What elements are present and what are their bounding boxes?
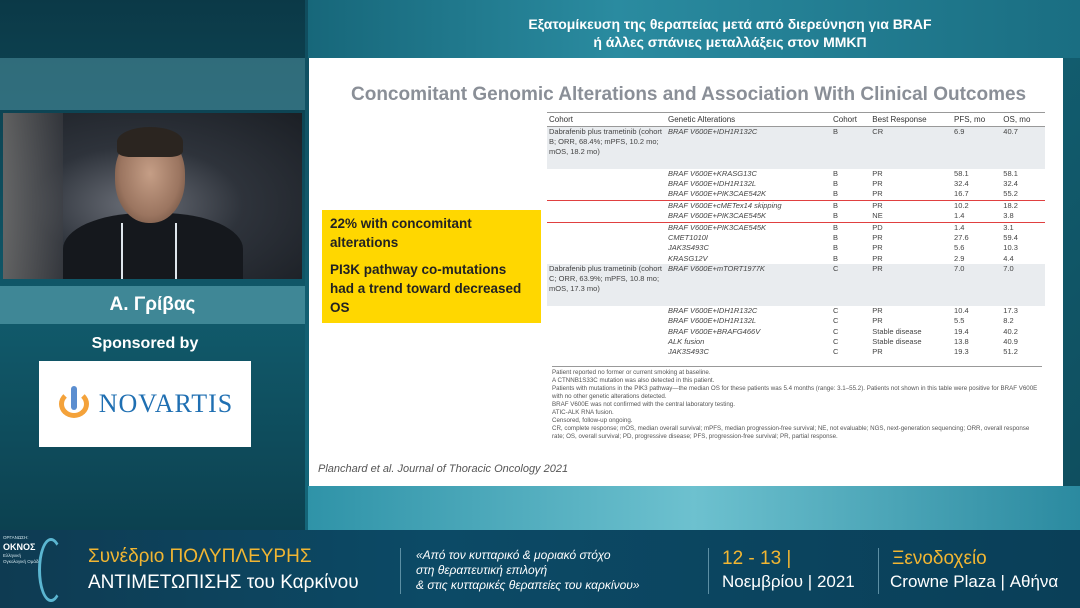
- cell-resp: PR: [872, 168, 883, 178]
- table-row: [547, 243, 1045, 253]
- th-cohort2: Cohort: [831, 113, 870, 127]
- table-row: [547, 306, 1045, 316]
- cell-cohort: B: [831, 127, 870, 138]
- cell-alt: BRAF V600E+IDH1R132L: [668, 178, 757, 188]
- cell-alt: BRAF V600E+mTORT1977K: [666, 264, 831, 274]
- slide-title: Concomitant Genomic Alterations and Association With Clinical Outcomes: [351, 84, 1027, 105]
- cell-alt: BRAF V600E+IDH1R132L: [668, 316, 757, 326]
- empty-cell: [1001, 148, 1045, 158]
- cell-os: 3.8: [1003, 211, 1014, 221]
- cell-pfs: 10.4: [954, 305, 969, 315]
- empty-cell: [952, 295, 1001, 305]
- table-row: [547, 169, 1045, 179]
- empty-cell: [1001, 158, 1045, 168]
- cell-os: 40.9: [1003, 337, 1018, 347]
- table-row: [547, 189, 1045, 200]
- video-lamp: [3, 113, 63, 279]
- cell-os: 40.2: [1003, 326, 1018, 336]
- cell-pfs: 1.4: [952, 222, 1001, 233]
- cell-os: 18.2: [1003, 200, 1018, 210]
- motto-line1: «Από τον κυτταρικό & μοριακό στόχο: [416, 548, 611, 562]
- cell-resp: PR: [872, 253, 883, 263]
- table-row: [547, 337, 1045, 347]
- cell-cohort: B: [833, 200, 839, 210]
- footnote: BRAF V600E was not confirmed with the central laboratory testing.: [552, 401, 735, 408]
- th-cohort: Cohort: [547, 113, 666, 127]
- cell-resp: CR: [870, 127, 952, 138]
- cohort-label-cell: [547, 327, 666, 337]
- cell-cohort: C: [833, 347, 839, 357]
- table-footnotes: [552, 366, 1042, 441]
- decorative-band: [0, 58, 305, 110]
- cohort-label-cell: [547, 222, 666, 233]
- cell-pfs: 2.9: [954, 253, 965, 263]
- slide-footer-bar: [308, 486, 1080, 530]
- cell-resp: PR: [872, 347, 883, 357]
- organizer-sub: Ελληνική Ογκολογική Ομάδα: [3, 553, 42, 564]
- table-row: [547, 264, 1045, 274]
- empty-cell: [1001, 275, 1045, 285]
- cell-resp: Stable disease: [872, 326, 922, 336]
- cohort-label-cell: Dabrafenib plus trametinib (cohort B; ORR, 68.4%; mPFS, 10.2 mo; mOS, 18.2 mo): [547, 127, 666, 169]
- empty-cell: [952, 275, 1001, 285]
- cell-os: 40.7: [1001, 127, 1045, 138]
- empty-cell: [1001, 137, 1045, 147]
- empty-cell: [831, 275, 870, 285]
- empty-cell: [666, 137, 831, 147]
- cell-resp: PR: [872, 233, 883, 243]
- cell-alt: JAK3S493C: [668, 243, 709, 253]
- table-row: [547, 347, 1045, 357]
- cohort-label-cell: [547, 211, 666, 222]
- venue-name: Crowne Plaza | Αθήνα: [890, 572, 1059, 591]
- sponsor-logo: [39, 361, 251, 447]
- empty-cell: [831, 158, 870, 168]
- cell-resp: PD: [870, 222, 952, 233]
- video-hair: [117, 127, 183, 157]
- slide-header-line2: ή άλλες σπάνιες μεταλλάξεις στον ΜΜΚΠ: [593, 34, 867, 50]
- cell-cohort: C: [833, 305, 839, 315]
- cell-os: 32.4: [1003, 178, 1018, 188]
- cell-resp: PR: [872, 200, 883, 210]
- cell-resp: Stable disease: [872, 337, 922, 347]
- empty-cell: [952, 158, 1001, 168]
- conference-month-year: Νοεμβρίου | 2021: [722, 572, 855, 591]
- cell-os: 10.3: [1003, 243, 1018, 253]
- cell-pfs: 1.4: [954, 211, 965, 221]
- cell-cohort: B: [833, 243, 839, 253]
- cohort-label-cell: [547, 243, 666, 253]
- sponsor-logo-text: NOVARTIS: [98, 389, 234, 418]
- table-row: [547, 233, 1045, 243]
- cell-alt: BRAF V600E+IDH1R132C: [668, 305, 758, 315]
- empty-cell: [666, 295, 831, 305]
- cell-pfs: 5.5: [954, 316, 965, 326]
- cell-alt: CMET1010I: [668, 233, 709, 243]
- cell-alt: BRAF V600E+IDH1R132C: [666, 127, 831, 138]
- th-genetic: Genetic Alterations: [666, 113, 831, 127]
- cell-resp: PR: [872, 178, 883, 188]
- cell-cohort: C: [833, 316, 839, 326]
- cell-cohort: C: [833, 326, 839, 336]
- table-row: [547, 200, 1045, 211]
- cell-cohort: B: [831, 189, 870, 200]
- empty-cell: [666, 158, 831, 168]
- cohort-label-cell: [547, 316, 666, 326]
- cell-cohort: B: [833, 178, 839, 188]
- organizer-label: ΟΡΓΑΝΩΣΗ:: [3, 535, 29, 540]
- table-row: [547, 127, 1045, 138]
- cohort-label-cell: [547, 233, 666, 243]
- cell-cohort: B: [833, 168, 839, 178]
- cell-os: 4.4: [1003, 253, 1014, 263]
- cell-cohort: B: [833, 233, 839, 243]
- table-row: [547, 222, 1045, 233]
- motto-line3: & στις κυτταρικές θεραπείες του καρκίνου»: [416, 578, 640, 592]
- speaker-name: Α. Γρίβας: [109, 294, 196, 315]
- conference-days: 12 - 13 |: [722, 548, 792, 569]
- cell-os: 55.2: [1001, 189, 1045, 200]
- ribbon-icon: [38, 538, 64, 602]
- empty-cell: [870, 158, 952, 168]
- table-row: [547, 179, 1045, 189]
- cell-pfs: 27.6: [954, 233, 969, 243]
- cell-alt: BRAF V600E+PIK3CAE545K: [668, 211, 767, 221]
- cohort-label-cell: [547, 337, 666, 347]
- empty-cell: [870, 137, 952, 147]
- cell-pfs: 19.3: [954, 347, 969, 357]
- earphone-cord-right: [175, 223, 177, 279]
- cell-alt: BRAF V600E+BRAFG466V: [668, 326, 761, 336]
- venue-label: Ξενοδοχείο: [892, 548, 987, 569]
- earphone-cord-left: [121, 223, 123, 279]
- empty-cell: [870, 285, 952, 295]
- empty-cell: [666, 285, 831, 295]
- cohort-label-cell: Dabrafenib plus trametinib (cohort C; ORR, 63.9%; mPFS, 10.8 mo; mOS, 17.3 mo): [547, 264, 666, 306]
- table-header-row: [547, 113, 1045, 127]
- empty-cell: [952, 148, 1001, 158]
- table-row: [547, 254, 1045, 264]
- cell-resp: PR: [870, 264, 952, 274]
- empty-cell: [831, 148, 870, 158]
- speaker-video: [3, 113, 302, 279]
- cell-alt: BRAF V600E+PIK3CAE545K: [666, 222, 831, 233]
- cell-resp: PR: [872, 243, 883, 253]
- cell-resp: PR: [872, 305, 883, 315]
- cohort-label-cell: [547, 189, 666, 200]
- empty-cell: [952, 285, 1001, 295]
- cell-os: 17.3: [1003, 305, 1018, 315]
- cohort-label-cell: [547, 169, 666, 179]
- cohort-label-cell: [547, 179, 666, 189]
- cell-cohort: C: [831, 264, 870, 274]
- cell-os: 58.1: [1003, 168, 1018, 178]
- footnote: CR, complete response; mOS, median overall survival; mPFS, median progression-free survival; NE, not evaluable; NGS, next-generation sequencing; ORR, overall response rate; OS, overall survival; PD, progressive disease; PFS, progression-free survival; PR, partial response.: [552, 425, 1030, 440]
- cell-alt: KRASG12V: [668, 253, 708, 263]
- cell-alt: ALK fusion: [668, 337, 705, 347]
- cohort-label-cell: [547, 347, 666, 357]
- empty-cell: [831, 285, 870, 295]
- citation: Planchard et al. Journal of Thoracic Oncology 2021: [318, 463, 569, 475]
- cell-os: 51.2: [1003, 347, 1018, 357]
- footnote: ATIC-ALK RNA fusion.: [552, 409, 614, 416]
- empty-cell: [831, 137, 870, 147]
- empty-cell: [831, 295, 870, 305]
- cell-resp: PR: [870, 189, 952, 200]
- cell-resp: PR: [872, 316, 883, 326]
- cell-cohort: C: [833, 337, 839, 347]
- banner-divider: [400, 548, 401, 594]
- cell-pfs: 16.7: [952, 189, 1001, 200]
- cell-alt: BRAF V600E+PIK3CAE542K: [666, 189, 831, 200]
- empty-cell: [666, 275, 831, 285]
- cell-pfs: 5.6: [954, 243, 965, 253]
- organizer-name: ΟΚΝΟΣ: [3, 542, 36, 552]
- empty-cell: [952, 137, 1001, 147]
- slide-header-line1: Εξατομίκευση της θεραπείας μετά από διερεύνηση για BRAF: [528, 16, 932, 32]
- novartis-flame-icon: [57, 386, 91, 422]
- callout-line2: PI3K pathway co-mutations had a trend toward decreased OS: [330, 262, 522, 315]
- banner-divider: [708, 548, 709, 594]
- callout-line1: 22% with concomitant alterations: [330, 216, 472, 250]
- empty-cell: [1001, 295, 1045, 305]
- conference-title-line2: ΑΝΤΙΜΕΤΩΠΙΣΗΣ του Καρκίνου: [88, 572, 359, 593]
- motto-line2: στη θεραπευτική επιλογή: [416, 563, 548, 577]
- cohort-label-cell: [547, 200, 666, 211]
- empty-cell: [870, 295, 952, 305]
- cell-os: 59.4: [1003, 233, 1018, 243]
- table-row: [547, 211, 1045, 222]
- cell-pfs: 32.4: [954, 178, 969, 188]
- empty-cell: [666, 148, 831, 158]
- table-row: [547, 316, 1045, 326]
- cell-resp: NE: [872, 211, 883, 221]
- cell-cohort: B: [833, 211, 839, 221]
- cell-cohort: B: [831, 222, 870, 233]
- cohort-label-cell: [547, 306, 666, 316]
- cell-pfs: 10.2: [954, 200, 969, 210]
- slide-header-title: [470, 15, 990, 51]
- footnote: A CTNNB1S33C mutation was also detected in this patient.: [552, 377, 715, 384]
- cell-alt: BRAF V600E+cMETex14 skipping: [668, 200, 782, 210]
- organizer-block: [3, 535, 43, 565]
- footnote: Patients with mutations in the PIK3 pathway—the median OS for these patients was 5.4 months (range: 3.1–55.2). Patients not shown in this table were positive for BRAF V600E with no other genetic alterations detected.: [552, 385, 1038, 400]
- cell-pfs: 58.1: [954, 168, 969, 178]
- th-os: OS, mo: [1001, 113, 1045, 127]
- empty-cell: [870, 148, 952, 158]
- callout-box: [322, 210, 541, 323]
- conference-motto: [416, 548, 716, 593]
- cell-cohort: B: [833, 253, 839, 263]
- cell-os: 7.0: [1001, 264, 1045, 274]
- conference-title-line1: Συνέδριο ΠΟΛΥΠΛΕΥΡΗΣ: [88, 546, 312, 567]
- cell-pfs: 13.8: [954, 337, 969, 347]
- cell-os: 8.2: [1003, 316, 1014, 326]
- cohort-label-cell: [547, 254, 666, 264]
- footnote: Censored, follow-up ongoing.: [552, 417, 633, 424]
- sponsored-by-label: Sponsored by: [91, 335, 199, 352]
- alterations-table: [547, 112, 1045, 358]
- th-response: Best Response: [870, 113, 952, 127]
- cell-pfs: 6.9: [952, 127, 1001, 138]
- cell-alt: BRAF V600E+KRASG13C: [668, 168, 757, 178]
- cell-os: 3.1: [1001, 222, 1045, 233]
- empty-cell: [870, 275, 952, 285]
- table-row: [547, 327, 1045, 337]
- cell-alt: JAK3S493C: [668, 347, 709, 357]
- cell-pfs: 7.0: [952, 264, 1001, 274]
- empty-cell: [1001, 285, 1045, 295]
- footnote: Patient reported no former or current smoking at baseline.: [552, 369, 711, 376]
- th-pfs: PFS, mo: [952, 113, 1001, 127]
- banner-divider: [878, 548, 879, 594]
- cell-pfs: 19.4: [954, 326, 969, 336]
